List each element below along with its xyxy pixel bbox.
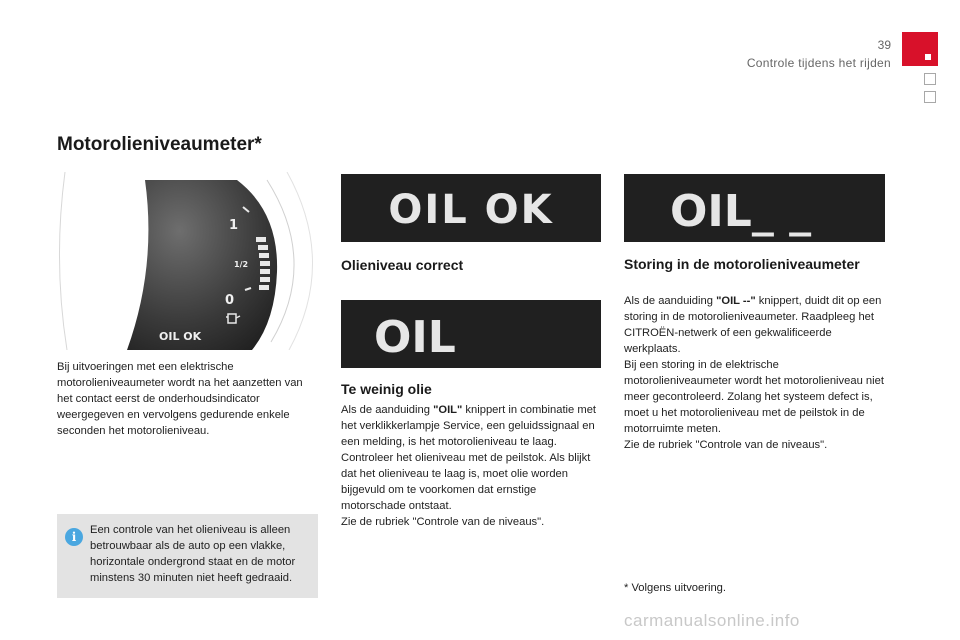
display-oil-low-text: OIL	[374, 312, 456, 363]
chapter-tab	[902, 32, 938, 66]
fault-paragraph-2: Bij een storing in de elektrische motorolieniveaumeter wordt het motorolieniveau niet meer gecontroleerd. Zolang het systeem defect is, moet u het motorolieniveau met de peilstok in de motorruimte meten.	[624, 359, 884, 435]
oil-low-paragraph-2: Controleer het olieniveau met de peilstok. Als blijkt dat het olieniveau te laag is, moet olie worden bijgevuld om te voorkomen dat ernstige motorschade ontstaat.	[341, 452, 591, 512]
nav-square-2	[924, 91, 936, 103]
info-icon: i	[65, 528, 83, 546]
display-oil-fault-graphic	[624, 174, 885, 242]
display-oil-fault-text: OIL_ _	[670, 186, 812, 237]
display-oil-low	[341, 300, 601, 368]
fault-paragraph-1	[624, 293, 886, 357]
tab-marker	[925, 54, 931, 60]
oil-low-body	[341, 402, 603, 530]
oil-low-lead: Als de aanduiding	[341, 404, 434, 416]
oil-low-title: Te weinig olie	[341, 381, 432, 397]
fault-code: "OIL --"	[716, 295, 756, 307]
gauge-display-text: OIL OK	[159, 330, 202, 343]
gauge-label-0: 0	[225, 293, 235, 308]
gauge-label-half: 1/2	[234, 260, 249, 269]
display-oil-ok-graphic	[341, 174, 601, 242]
fault-paragraph-3: Zie de rubriek "Controle van de niveaus".	[624, 439, 828, 451]
fault-lead: Als de aanduiding	[624, 295, 717, 307]
page-number: 39	[877, 38, 891, 52]
oil-low-text: knippert in combinatie met het verklikkerlampje Service, een geluidssignaal en een melding, is het motorolieniveau te laag.	[341, 404, 597, 448]
display-oil-ok	[341, 174, 601, 242]
info-note	[57, 514, 318, 598]
footnote: * Volgens uitvoering.	[624, 582, 726, 594]
fault-title: Storing in de motorolieniveaumeter	[624, 256, 860, 272]
fault-body	[624, 293, 886, 453]
oil-low-paragraph-3: Zie de rubriek "Controle van de niveaus".	[341, 516, 545, 528]
section-title: Motorolieniveaumeter*	[57, 134, 262, 155]
watermark: carmanualsonline.info	[624, 611, 800, 630]
fault-text: knippert, duidt dit op een storing in de motorolieniveaumeter. Raadpleeg het CITROËN-netwerk of een gekwalificeerde werkplaats.	[624, 295, 882, 355]
oil-gauge-graphic	[57, 172, 317, 350]
display-oil-fault	[624, 174, 885, 242]
gauge-label-1: 1	[229, 218, 239, 233]
oil-low-paragraph-1	[341, 402, 603, 450]
chapter-title: Controle tijdens het rijden	[746, 56, 891, 70]
display-oil-low-graphic	[341, 300, 601, 368]
oil-correct-title: Olieniveau correct	[341, 257, 464, 273]
display-oil-ok-text: OIL OK	[388, 187, 554, 233]
nav-square-1	[924, 73, 936, 85]
oil-gauge-illustration	[57, 172, 317, 350]
oil-low-code: "OIL"	[433, 404, 463, 416]
intro-paragraph: Bij uitvoeringen met een elektrische motorolieniveaumeter wordt na het aanzetten van het contact eerst de onderhoudsindicator weergegeven en vervolgens gedurende enkele seconden het motorolieniveau.	[57, 361, 303, 437]
info-note-text: Een controle van het olieniveau is alleen betrouwbaar als de auto op een vlakke, horizontale ondergrond staat en de motor minstens 30 minuten niet heeft gedraaid.	[90, 524, 296, 584]
